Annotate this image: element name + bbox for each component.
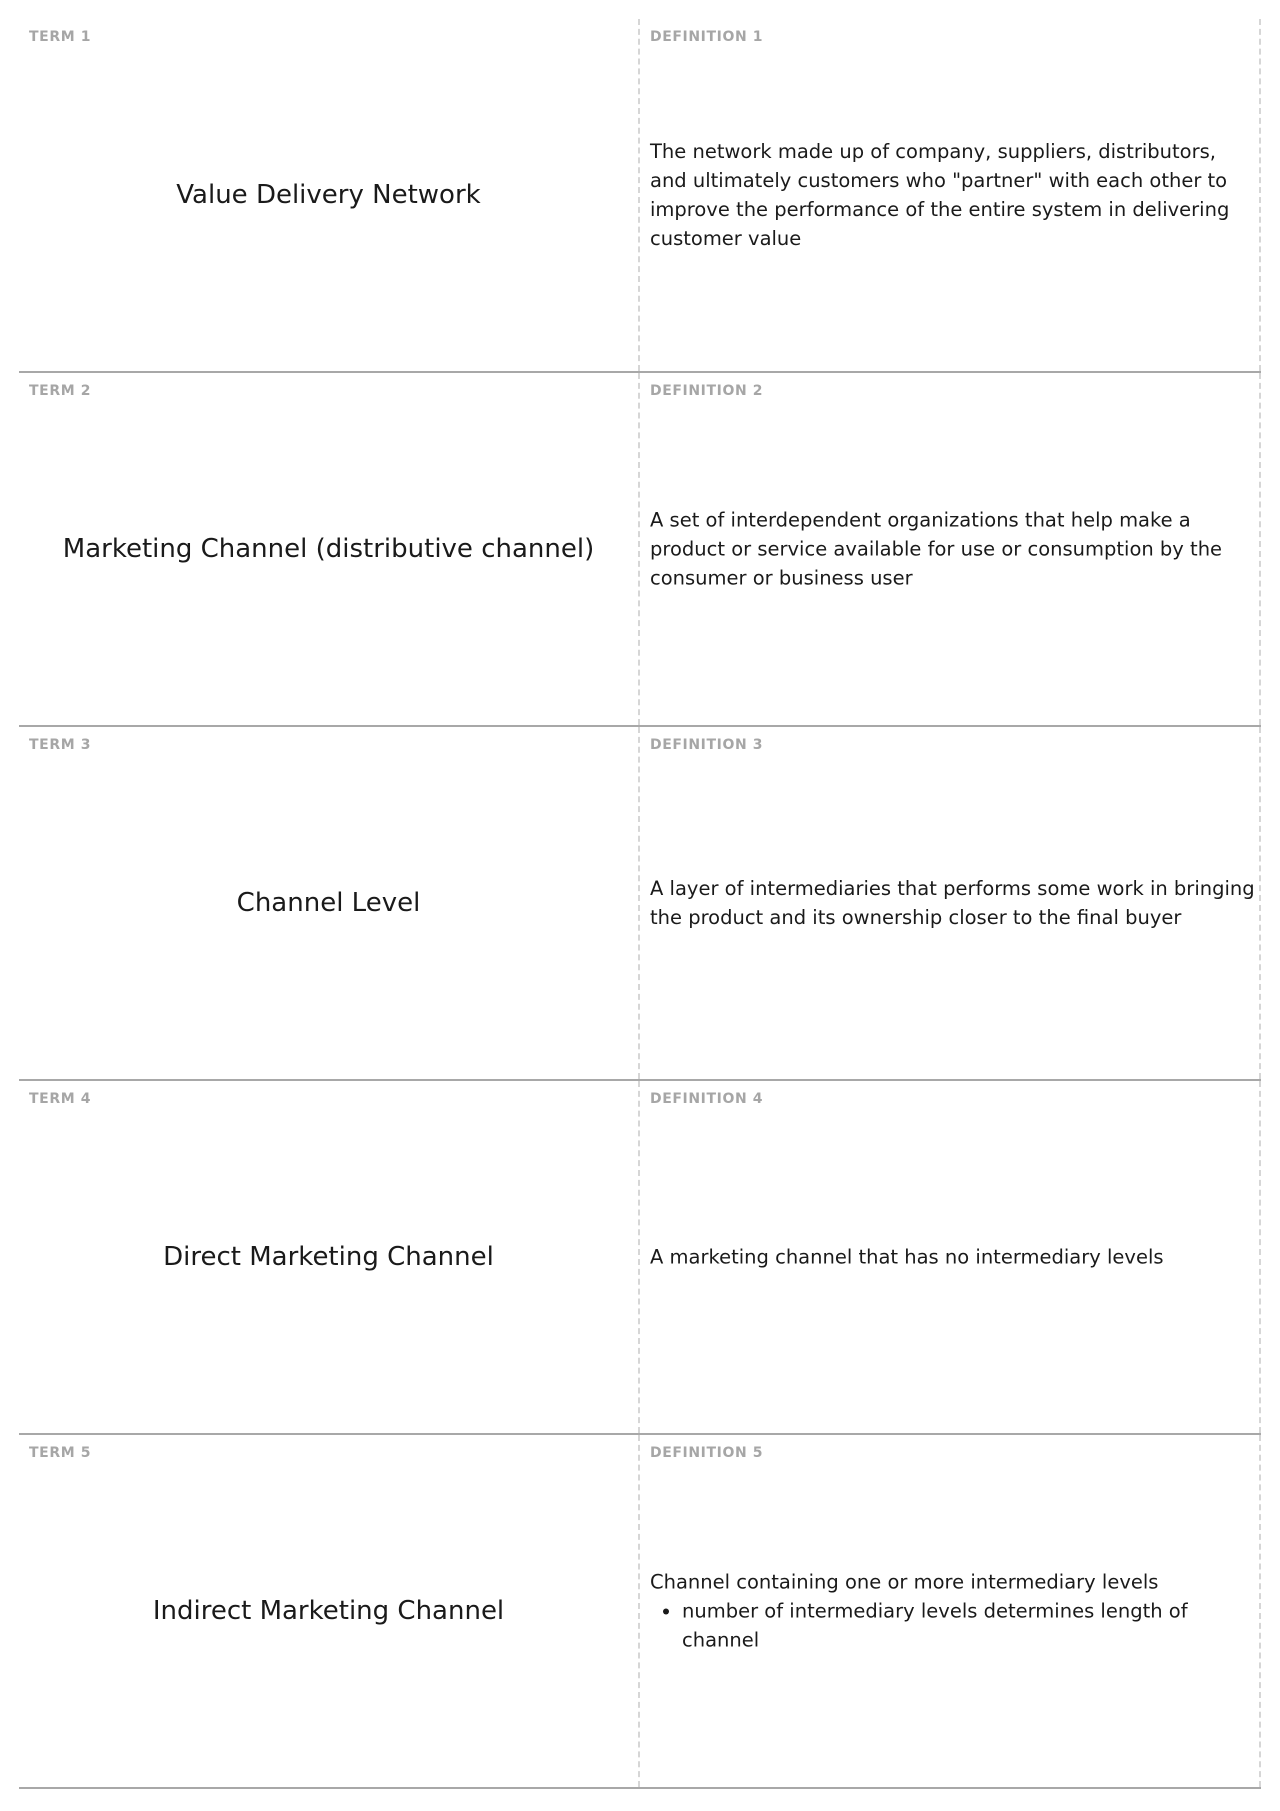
flashcard-row-4 <box>19 1081 1261 1435</box>
term-cell-5 <box>19 1435 640 1787</box>
definition-bullet-list <box>650 1597 1255 1655</box>
definition-text <box>650 874 1255 932</box>
term-label: TERM 5 <box>29 1445 92 1461</box>
term-text: Indirect Marketing Channel <box>152 1596 505 1626</box>
term-label: TERM 1 <box>29 29 92 45</box>
definition-paragraph: Channel containing one or more intermediary levels <box>650 1570 1159 1594</box>
term-label: TERM 2 <box>29 383 92 399</box>
term-cell-4 <box>19 1081 640 1433</box>
flashcard-row-5 <box>19 1435 1261 1789</box>
definition-label: DEFINITION 4 <box>650 1091 764 1107</box>
term-text: Direct Marketing Channel <box>163 1242 494 1272</box>
term-text: Channel Level <box>236 888 421 918</box>
flashcard-row-3 <box>19 727 1261 1081</box>
term-cell-2 <box>19 373 640 725</box>
term-label: TERM 4 <box>29 1091 92 1107</box>
definition-paragraph: A layer of intermediaries that performs some work in bringing the product and its ownership closer to the final buyer <box>650 877 1255 929</box>
term-cell-3 <box>19 727 640 1079</box>
definition-label: DEFINITION 3 <box>650 737 764 753</box>
term-text: Marketing Channel (distributive channel) <box>62 534 595 564</box>
term-cell-1 <box>19 19 640 371</box>
definition-paragraph: The network made up of company, suppliers, distributors, and ultimately customers who "partner" with each other to improve the performance of the entire system in delivering customer value <box>650 140 1230 250</box>
definition-label: DEFINITION 5 <box>650 1445 764 1461</box>
definition-cell-4 <box>640 1081 1261 1433</box>
definition-text <box>650 506 1255 593</box>
flashcard-sheet <box>19 19 1261 1789</box>
definition-label: DEFINITION 2 <box>650 383 764 399</box>
flashcard-row-2 <box>19 373 1261 727</box>
definition-paragraph: A set of interdependent organizations that help make a product or service available for use or consumption by the consumer or business user <box>650 508 1223 590</box>
term-text: Value Delivery Network <box>176 180 481 210</box>
definition-bullet: • number of intermediary levels determines length of channel <box>682 1597 1255 1655</box>
definition-text <box>650 137 1255 253</box>
definition-label: DEFINITION 1 <box>650 29 764 45</box>
definition-cell-3 <box>640 727 1261 1079</box>
definition-text <box>650 1243 1255 1272</box>
definition-paragraph: A marketing channel that has no intermediary levels <box>650 1245 1164 1269</box>
definition-cell-1 <box>640 19 1261 371</box>
term-label: TERM 3 <box>29 737 92 753</box>
definition-cell-2 <box>640 373 1261 725</box>
definition-cell-5 <box>640 1435 1261 1787</box>
flashcard-row-1 <box>19 19 1261 373</box>
definition-text <box>650 1568 1255 1655</box>
